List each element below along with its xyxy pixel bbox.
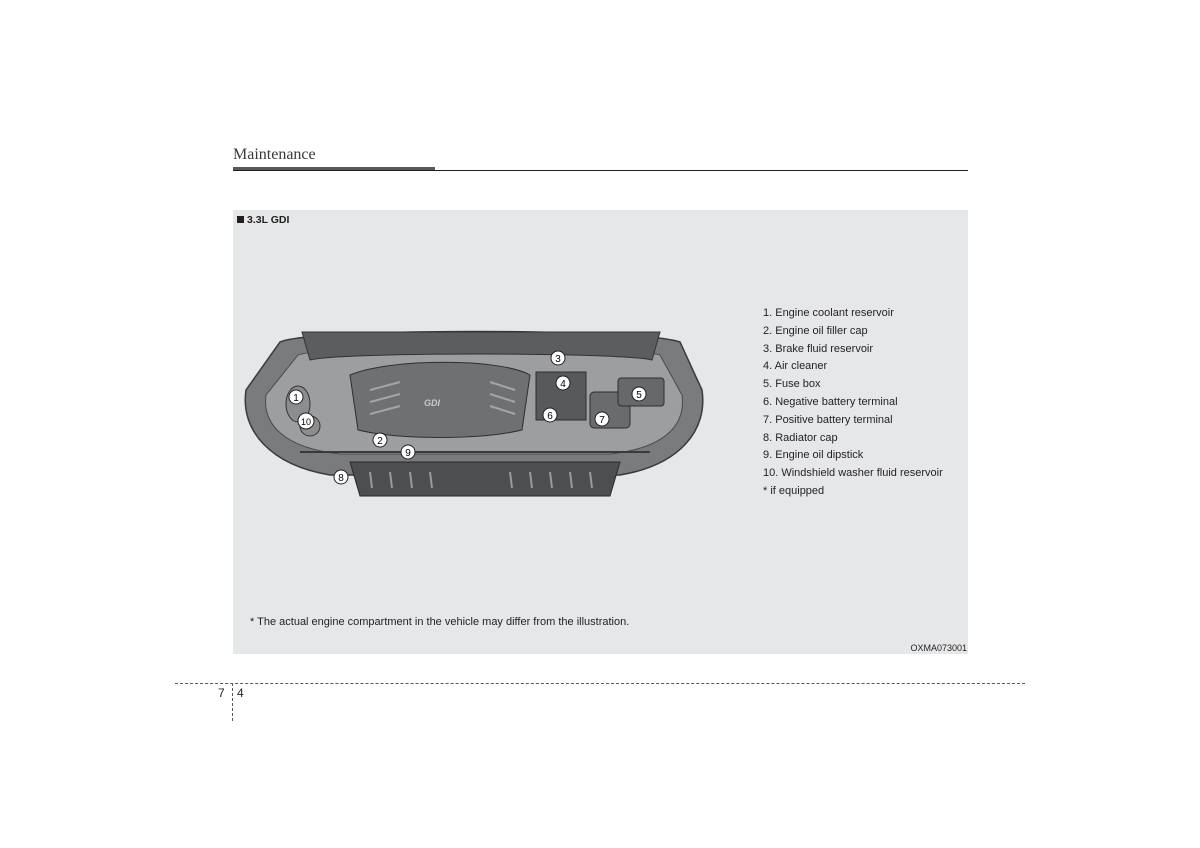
legend-item: 8. Radiator cap [763, 431, 838, 444]
header-rule [233, 170, 968, 171]
page-number-divider [232, 683, 233, 721]
svg-text:5: 5 [636, 390, 642, 401]
callout-10 [298, 413, 314, 429]
legend-item: 9. Engine oil dipstick [763, 449, 864, 462]
legend-item: 2. Engine oil filler cap [763, 324, 868, 337]
square-bullet-icon [237, 216, 244, 223]
svg-text:8: 8 [338, 473, 344, 484]
legend-item: 7. Positive battery terminal [763, 413, 893, 426]
svg-text:7: 7 [599, 415, 605, 426]
svg-text:6: 6 [547, 411, 553, 422]
callout-5 [632, 387, 646, 401]
legend-item: 3. Brake fluid reservoir [763, 342, 874, 355]
svg-text:4: 4 [560, 379, 566, 390]
svg-text:9: 9 [405, 448, 411, 459]
legend-item: 5. Fuse box [763, 378, 821, 391]
figure-heading [237, 214, 289, 226]
svg-text:2: 2 [377, 436, 383, 447]
legend-item: 1. Engine coolant reservoir [763, 307, 894, 319]
page-number: 4 [237, 686, 244, 700]
svg-text:10: 10 [300, 417, 312, 427]
legend-footnote: * if equipped [763, 484, 825, 497]
legend-item: 10. Windshield washer fluid reservoir [763, 467, 943, 480]
gdi-badge: GDI [424, 398, 441, 408]
svg-text:1: 1 [293, 393, 299, 404]
component-legend [763, 305, 943, 501]
illustration-disclaimer: * The actual engine compartment in the vehicle may differ from the illustration. [250, 616, 630, 628]
callout-4 [556, 376, 570, 390]
legend-item: 4. Air cleaner [763, 360, 828, 373]
figure-heading-text: 3.3L GDI [247, 214, 290, 226]
svg-text:3: 3 [555, 354, 561, 365]
figure-code: OXMA073001 [910, 643, 967, 653]
callout-8 [334, 470, 348, 484]
callout-6 [543, 408, 557, 422]
callout-7 [595, 412, 609, 426]
legend-item: 6. Negative battery terminal [763, 395, 898, 408]
callout-1 [289, 390, 303, 404]
callout-3 [551, 351, 565, 365]
engine-compartment-illustration [240, 320, 710, 510]
section-title: Maintenance [233, 146, 316, 163]
callout-9 [401, 445, 415, 459]
callout-2 [373, 433, 387, 447]
chapter-number: 7 [218, 686, 225, 700]
footer-dashed-rule [175, 683, 1025, 684]
